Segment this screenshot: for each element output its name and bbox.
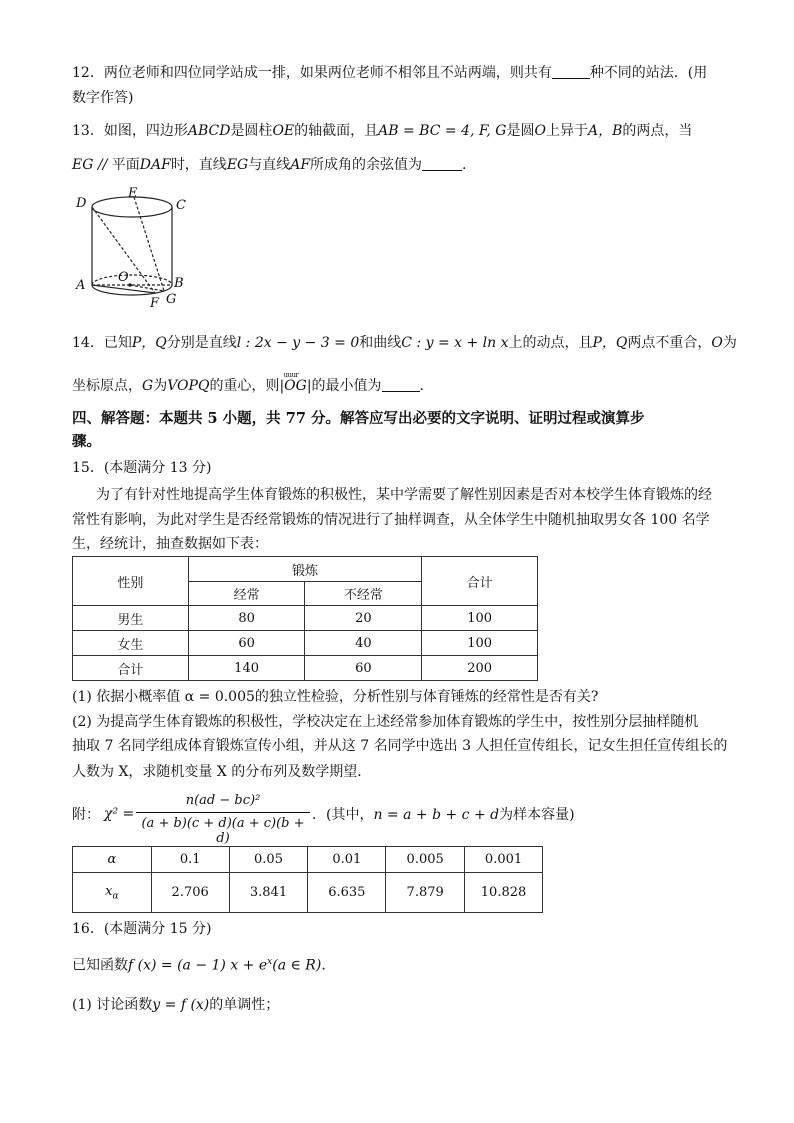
q13-text: 13．如图，四边形 [72,123,188,139]
header-gender: 性别 [73,557,189,606]
alpha-value: 0.05 [229,847,308,873]
section4-heading-line1: 四、解答题：本题共 5 小题，共 77 分。解答应写出必要的文字说明、证明过程或演算步 [72,410,645,427]
q14-math: |OG| [279,378,312,394]
line-eg [134,197,164,291]
vector-og [279,371,312,397]
fraction-bar [136,812,310,813]
answer-blank [382,377,420,392]
q16-text: 的单调性； [209,997,280,1013]
cylinder-figure [72,185,192,310]
q15-sub1: (1) 依据小概率值 α = 0.005的独立性检验，分析性别与体育锤炼的经常性是否有关? [72,689,599,705]
critical-value: 3.841 [229,873,308,913]
x-letter: x [105,883,113,899]
q16-header: 16．(本题满分 15 分) [72,921,212,937]
q16-math: f (x) = (a − 1) x + e [128,957,268,974]
q12-line2: 数字作答) [72,90,134,106]
q14-text: 14．已知 [72,335,132,351]
q13-line1 [72,120,692,142]
cell-total: 100 [422,606,538,631]
q14-text: 坐标原点， [72,378,142,394]
q15-sub2-line1: (2) 为提高学生体育锻炼的积极性，学校决定在上述经常参加体育锻炼的学生中，按性别分层抽样随机 [72,714,699,730]
critical-value: 2.706 [151,873,229,913]
cell-often: 80 [188,606,305,631]
q14-text: . [419,378,424,394]
cell-not-often: 20 [305,606,422,631]
q15-paragraph-line2: 常性有影响，为此对学生是否经常锻炼的情况进行了抽样调查，从全体学生中随机抽取男女各 100 名学 [72,512,710,528]
formula-note-math: n = a + b + c + d [373,807,500,823]
q14-text: 的最小值为 [311,378,382,394]
q13-text: . [462,157,467,173]
q14-math: G [142,378,154,394]
label-f: F [150,296,160,310]
header-exercise: 锻炼 [188,557,421,582]
q13-line2 [72,154,467,176]
alpha-value: 0.005 [386,847,465,873]
q13-math: OE [272,123,295,139]
q15-sub2-line2: 抽取 7 名同学组成体育锻炼宣传小组，并从这 7 名同学中选出 3 人担任宣传组长，记女生担任宣传组长的 [72,738,728,754]
critical-value: 10.828 [465,873,543,913]
label-o: O [118,270,129,285]
x-alpha-label [73,873,152,913]
center-dot [128,283,132,287]
alpha-value: 0.01 [308,847,386,873]
q14-math: P，Q [131,335,167,351]
q14-text: 上的动点，且 [508,335,593,351]
label-b: B [174,276,184,291]
table-row [73,606,538,631]
formula-note [312,804,575,826]
q13-text: 时，直线 [170,157,227,173]
header-not-often: 不经常 [305,582,422,606]
q14-text: 为 [153,378,168,394]
formula-note-text: ．(其中， [312,807,374,823]
answer-blank [552,64,590,79]
q13-math: A，B [587,123,623,139]
answer-blank [422,156,462,171]
critical-value: 6.635 [308,873,386,913]
q16-math: (a ∈ R) [272,957,322,974]
q16-text: (1) 讨论函数 [72,997,153,1013]
q12-text: 12．两位老师和四位同学站成一排，如果两位老师不相邻且不站两端，则共有 [72,65,552,81]
q12-line1 [72,62,707,84]
cell-total: 200 [422,656,538,681]
q15-header: 15．(本题满分 13 分) [72,460,212,476]
q15-paragraph-line1: 为了有针对性地提高学生体育锻炼的积极性，某中学需要了解性别因素是否对本校学生体育锻炼的经 [96,487,712,503]
table-row [73,656,538,681]
q13-math: EG [226,157,249,173]
critical-value: 7.879 [386,873,465,913]
q14-text: 和曲线 [359,335,402,351]
cell-not-often: 40 [305,631,422,656]
header-total: 合计 [422,557,538,606]
q14-text: 分别是直线 [166,335,237,351]
header-often: 经常 [188,582,305,606]
alpha-value: 0.001 [465,847,543,873]
vector-arrow-mark: uuur [283,371,299,379]
q13-math: ABCD [187,123,231,139]
q13-text: 的两点，当 [622,123,693,139]
formula-numerator: n(ad − bc)² [185,793,261,808]
table-header-row [73,557,538,582]
q13-math: DAF [139,157,171,173]
cell-often: 60 [188,631,305,656]
q13-text: 是圆 [506,123,535,139]
q13-text: 上异于 [545,123,588,139]
q14-math: VOPQ [167,378,210,394]
formula-note-text: 为样本容量) [499,807,575,823]
row-label: 女生 [73,631,189,656]
table-row [73,631,538,656]
q14-math: l : 2x − y − 3 = 0 [236,335,360,351]
q14-line2 [72,371,424,397]
label-g: G [166,292,177,307]
cell-often: 140 [188,656,305,681]
label-e: E [128,186,138,201]
section4-heading-line2: 骤。 [72,433,101,450]
q13-text: 是圆柱 [230,123,273,139]
cell-total: 100 [422,631,538,656]
alpha-value: 0.1 [151,847,229,873]
q13-text: 平面 [111,157,140,173]
q16-math: y = f (x) [152,997,210,1013]
q14-line1 [72,332,737,354]
q13-text: 与直线 [248,157,291,173]
x-subscript: α [112,891,119,902]
q14-text: 的重心，则 [209,378,280,394]
q15-paragraph-line3: 生，经统计，抽查数据如下表： [72,536,268,552]
row-label: 合计 [73,656,189,681]
appendix-label: 附： [72,807,100,823]
label-c: C [176,198,186,213]
q13-text: 的轴截面，且 [294,123,379,139]
q13-text: 所成角的余弦值为 [310,157,423,173]
q14-math: C : y = x + ln x [401,335,509,351]
q13-math: AB = BC = 4, F, G [378,123,507,139]
formula-denominator: (a + b)(c + d)(a + c)(b + d) [141,816,305,846]
q16-superscript: x [267,957,273,967]
label-a: A [76,278,86,293]
q16-sub1 [72,994,279,1016]
q14-text: 为 [722,335,737,351]
q16-text: 已知函数 [72,957,128,974]
q14-math: O [711,335,723,351]
label-d: D [76,196,87,211]
critical-x-row [73,873,543,913]
formula-lhs: χ² = [104,806,135,822]
row-label: 男生 [73,606,189,631]
q16-line1 [72,951,335,977]
cell-not-often: 60 [305,656,422,681]
q14-math: P，Q [592,335,628,351]
alpha-label: α [73,847,152,873]
q13-math: O [534,123,546,139]
q13-math: EG // [72,157,112,173]
q14-text: 两点不重合， [627,335,712,351]
q13-math: AF [290,157,311,173]
q12-text-end: 种不同的站法．(用 [589,65,708,81]
alpha-row [73,847,543,873]
q15-sub2-line3: 人数为 X，求随机变量 X 的分布列及数学期望． [72,764,372,780]
survey-table [72,556,538,681]
q16-text: ． [321,957,336,974]
critical-value-table [72,846,543,913]
